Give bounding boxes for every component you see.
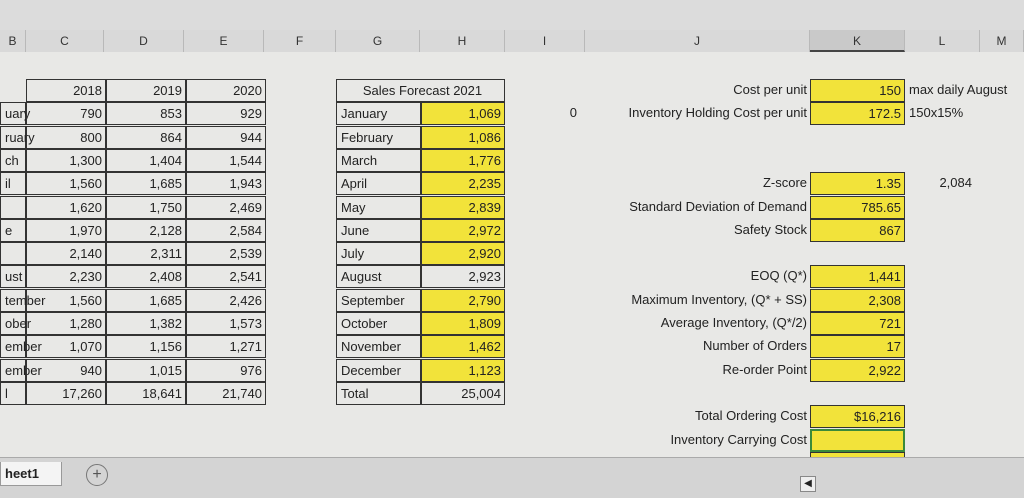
- spreadsheet-grid[interactable]: [0, 52, 1024, 457]
- history-value[interactable]: 2,539: [186, 242, 266, 265]
- column-header-c[interactable]: C: [26, 30, 104, 52]
- column-header-i[interactable]: I: [505, 30, 585, 52]
- total-cost-label-ordering[interactable]: Total Ordering Cost: [695, 408, 807, 424]
- history-value[interactable]: 1,620: [26, 196, 106, 219]
- history-value[interactable]: 1,280: [26, 312, 106, 335]
- eoq-label-max[interactable]: Maximum Inventory, (Q* + SS): [631, 291, 807, 307]
- month-label[interactable]: ruary: [0, 126, 26, 149]
- cost-per-unit-label[interactable]: Cost per unit: [733, 82, 807, 97]
- eoq-label-orders[interactable]: Number of Orders: [702, 338, 807, 354]
- eoq-value-eoq[interactable]: 1,441: [810, 265, 905, 288]
- total-cost-value-carrying[interactable]: [810, 429, 905, 452]
- year-header-2019[interactable]: 2019: [106, 79, 186, 102]
- history-value[interactable]: 1,271: [186, 335, 266, 358]
- history-value[interactable]: 1,560: [26, 172, 106, 195]
- holding-cost-value[interactable]: 172.5: [810, 102, 905, 125]
- std-dev-label[interactable]: Standard Deviation of Demand: [629, 198, 807, 214]
- note-max-daily[interactable]: max daily August: [909, 82, 1008, 97]
- history-value[interactable]: 790: [26, 102, 106, 125]
- l-value[interactable]: 2,084: [939, 175, 972, 191]
- history-value[interactable]: 1,685: [106, 172, 186, 195]
- sheet-tab-sheet1[interactable]: heet1: [0, 462, 62, 486]
- forecast-value[interactable]: 2,839: [421, 196, 505, 219]
- column-header-f[interactable]: F: [264, 30, 336, 52]
- forecast-month[interactable]: September: [336, 289, 421, 312]
- eoq-label-eoq[interactable]: EOQ (Q*): [750, 268, 807, 284]
- std-dev-value[interactable]: 785.65: [810, 196, 905, 219]
- history-value[interactable]: 1,070: [26, 335, 106, 358]
- history-value[interactable]: 2,230: [26, 265, 106, 288]
- forecast-month[interactable]: November: [336, 335, 421, 358]
- history-value[interactable]: 864: [106, 126, 186, 149]
- history-value[interactable]: 2,408: [106, 265, 186, 288]
- history-value[interactable]: 1,573: [186, 312, 266, 335]
- history-value[interactable]: 2,469: [186, 196, 266, 219]
- forecast-title[interactable]: Sales Forecast 2021: [336, 79, 505, 102]
- month-label[interactable]: [0, 242, 26, 265]
- safety-stock-label[interactable]: Safety Stock: [734, 221, 807, 237]
- eoq-value-avg[interactable]: 721: [810, 312, 905, 335]
- history-value[interactable]: 976: [186, 359, 266, 382]
- forecast-month[interactable]: May: [336, 196, 421, 219]
- month-label[interactable]: tember: [0, 289, 26, 312]
- month-label[interactable]: ober: [0, 312, 26, 335]
- history-value[interactable]: 2,311: [106, 242, 186, 265]
- month-label[interactable]: ust: [0, 265, 26, 288]
- forecast-month[interactable]: January: [336, 102, 421, 125]
- month-label[interactable]: e: [0, 219, 26, 242]
- forecast-value[interactable]: 2,920: [421, 242, 505, 265]
- forecast-month[interactable]: July: [336, 242, 421, 265]
- year-header-2018[interactable]: 2018: [26, 79, 106, 102]
- forecast-value[interactable]: 2,235: [421, 172, 505, 195]
- history-value[interactable]: 1,943: [186, 172, 266, 195]
- history-value[interactable]: 2,426: [186, 289, 266, 312]
- column-header-b[interactable]: B: [0, 30, 26, 52]
- column-header-bar: [0, 30, 1024, 53]
- column-header-e[interactable]: E: [184, 30, 264, 52]
- column-header-d[interactable]: D: [104, 30, 184, 52]
- history-value[interactable]: 1,970: [26, 219, 106, 242]
- history-value[interactable]: 1,404: [106, 149, 186, 172]
- forecast-value[interactable]: 1,086: [421, 126, 505, 149]
- history-value[interactable]: 2,140: [26, 242, 106, 265]
- history-value[interactable]: 1,156: [106, 335, 186, 358]
- history-value[interactable]: 1,300: [26, 149, 106, 172]
- total-cost-value-ordering[interactable]: $16,216: [810, 405, 905, 428]
- history-value[interactable]: 800: [26, 126, 106, 149]
- column-header-l[interactable]: L: [905, 30, 980, 52]
- month-label[interactable]: ember: [0, 335, 26, 358]
- history-value[interactable]: 1,560: [26, 289, 106, 312]
- month-label[interactable]: ch: [0, 149, 26, 172]
- month-label[interactable]: uary: [0, 102, 26, 125]
- month-label[interactable]: il: [0, 172, 26, 195]
- eoq-value-orders[interactable]: 17: [810, 335, 905, 358]
- forecast-month[interactable]: June: [336, 219, 421, 242]
- history-value[interactable]: 21,740: [186, 382, 266, 405]
- column-header-m[interactable]: M: [980, 30, 1024, 52]
- forecast-month[interactable]: April: [336, 172, 421, 195]
- column-header-k[interactable]: K: [810, 30, 905, 52]
- month-label[interactable]: l: [0, 382, 26, 405]
- scroll-left-icon[interactable]: ◀: [800, 476, 816, 492]
- forecast-value[interactable]: 1,462: [421, 335, 505, 358]
- sheet-tabs-bar: [0, 457, 1024, 498]
- history-value[interactable]: 2,584: [186, 219, 266, 242]
- history-value[interactable]: 853: [106, 102, 186, 125]
- holding-cost-label[interactable]: Inventory Holding Cost per unit: [628, 105, 807, 121]
- forecast-value[interactable]: 2,923: [421, 265, 505, 288]
- cost-per-unit-value[interactable]: 150: [810, 79, 905, 102]
- safety-stock-value[interactable]: 867: [810, 219, 905, 242]
- column-header-h[interactable]: H: [420, 30, 505, 52]
- eoq-label-avg[interactable]: Average Inventory, (Q*/2): [660, 315, 807, 330]
- eoq-value-max[interactable]: 2,308: [810, 289, 905, 312]
- total-cost-label-carrying[interactable]: Inventory Carrying Cost: [670, 431, 807, 447]
- history-value[interactable]: 940: [26, 359, 106, 382]
- z-score-label[interactable]: Z-score: [762, 175, 807, 191]
- forecast-value[interactable]: 1,809: [421, 312, 505, 335]
- forecast-month[interactable]: March: [336, 149, 421, 172]
- history-value[interactable]: 18,641: [106, 382, 186, 405]
- forecast-value[interactable]: 2,790: [421, 289, 505, 312]
- history-value[interactable]: 1,382: [106, 312, 186, 335]
- history-value[interactable]: 17,260: [26, 382, 106, 405]
- forecast-value[interactable]: 1,776: [421, 149, 505, 172]
- forecast-month[interactable]: February: [336, 126, 421, 149]
- month-label[interactable]: ember: [0, 359, 26, 382]
- history-value[interactable]: 1,015: [106, 359, 186, 382]
- month-label[interactable]: [0, 196, 26, 219]
- history-value[interactable]: 1,685: [106, 289, 186, 312]
- forecast-value[interactable]: 1,123: [421, 359, 505, 382]
- eoq-value-reorder[interactable]: 2,922: [810, 359, 905, 382]
- z-score-value[interactable]: 1.35: [810, 172, 905, 195]
- history-value[interactable]: 929: [186, 102, 266, 125]
- history-value[interactable]: 1,750: [106, 196, 186, 219]
- note-formula[interactable]: 150x15%: [909, 105, 964, 121]
- history-value[interactable]: 2,541: [186, 265, 266, 288]
- history-value[interactable]: 944: [186, 126, 266, 149]
- add-sheet-icon[interactable]: +: [86, 464, 108, 486]
- forecast-month[interactable]: December: [336, 359, 421, 382]
- forecast-value[interactable]: 25,004: [421, 382, 505, 405]
- history-value[interactable]: 1,544: [186, 149, 266, 172]
- forecast-value[interactable]: 2,972: [421, 219, 505, 242]
- forecast-value[interactable]: 1,069: [421, 102, 505, 125]
- column-header-j[interactable]: J: [585, 30, 810, 52]
- history-value[interactable]: 2,128: [106, 219, 186, 242]
- forecast-month[interactable]: October: [336, 312, 421, 335]
- eoq-label-reorder[interactable]: Re-order Point: [722, 361, 807, 377]
- year-header-2020[interactable]: 2020: [186, 79, 266, 102]
- holding-zero[interactable]: 0: [569, 105, 577, 121]
- forecast-month[interactable]: Total: [336, 382, 421, 405]
- column-header-g[interactable]: G: [336, 30, 420, 52]
- forecast-month[interactable]: August: [336, 265, 421, 288]
